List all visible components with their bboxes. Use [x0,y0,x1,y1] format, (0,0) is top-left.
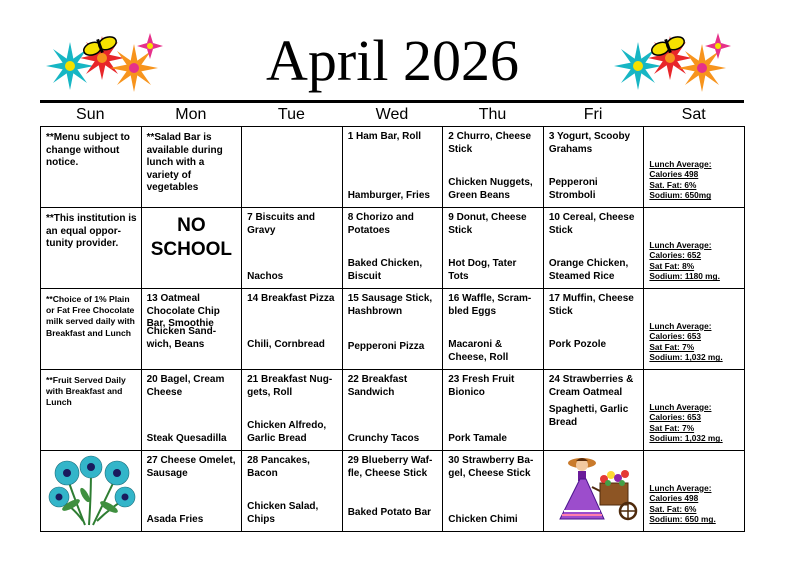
day-1-breakfast: 1 Ham Bar, Roll [347,131,422,142]
lunch-average-calories: Calories 498 [649,493,699,504]
day-17-lunch: Pork Pozole [548,338,607,350]
day-23-lunch: Pork Tamale [448,432,507,444]
dow-wed: Wed [375,106,409,123]
day-2-breakfast: 2 Churro, Cheese Stick [448,131,532,155]
lunch-average-sodium: Sodium: 650 mg. [649,514,716,525]
lunch-average-sat-fat: Sat Fat: 7% [649,341,695,352]
day-27-lunch: Asada Fries [146,513,204,525]
day-28-lunch: Chicken Salad, Chips [247,501,319,525]
header-rule [40,100,744,103]
day-28-breakfast: 28 Pancakes, Bacon [247,455,310,479]
day-8-lunch: Baked Chicken, Biscuit [347,258,423,282]
day-21-lunch: Chicken Alfredo, Garlic Bread [247,420,327,444]
dow-fri: Fri [583,106,603,123]
header-flowers-right-icon [612,32,734,96]
day-17-breakfast: 17 Muffin, Cheese Stick [548,293,634,317]
lunch-average-heading: Lunch Average: [649,158,712,169]
day-10-lunch: Orange Chicken, Steamed Rice [548,258,629,282]
day-8-breakfast: 8 Chorizo and Potatoes [347,212,414,236]
day-13-breakfast: 13 Oatmeal Chocolate Chip Bar, Smoothie [146,293,220,329]
day-21-breakfast: 21 Breakfast Nug-gets, Roll [247,374,333,398]
day-21-cell [242,370,343,451]
week4-sun-cell [41,370,142,451]
page-title: April 2026 [266,28,519,93]
week5-fri-cell [544,451,645,532]
day-27-cell [142,451,243,532]
day-7-lunch: Nachos [247,270,284,282]
day-8-cell [343,208,444,289]
dow-thu: Thu [478,106,507,123]
week3-sun-cell [41,289,142,370]
day-16-breakfast: 16 Waffle, Scram-bled Eggs [448,293,532,317]
calendar-grid [40,126,745,532]
lunch-average-sat-fat: Sat Fat: 8% [649,260,695,271]
week5-sun-cell [41,451,142,532]
day-17-cell [544,289,645,370]
week1-sun-cell [41,127,142,208]
day-28-cell [242,451,343,532]
lunch-average-heading: Lunch Average: [649,401,712,412]
menu-notice: **Menu subject to change without notice. [46,132,130,168]
day-6-cell [142,208,243,289]
day-20-cell [142,370,243,451]
girl-flower-cart-icon [548,453,640,532]
day-22-lunch: Crunchy Tacos [347,432,420,444]
day-14-cell [242,289,343,370]
day-1-lunch: Hamburger, Fries [347,189,430,201]
days-of-week-header [40,104,744,126]
day-23-breakfast: 23 Fresh Fruit Bionico [448,374,515,398]
day-22-breakfast: 22 Breakfast Sandwich [347,374,408,398]
dow-mon: Mon [175,106,207,123]
day-20-breakfast: 20 Bagel, Cream Cheese [146,374,225,398]
lunch-average-sodium: Sodium: 1,032 mg. [649,433,723,444]
lunch-average-calories: Calories 498 [649,169,699,180]
week2-lunch-average [644,208,745,289]
week1-lunch-average [644,127,745,208]
day-3-breakfast: 3 Yogurt, Scooby Grahams [548,131,631,155]
day-15-breakfast: 15 Sausage Stick, Hashbrown [347,293,433,317]
day-27-breakfast: 27 Cheese Omelet, Sausage [146,455,236,479]
week1-mon-cell [142,127,243,208]
day-22-cell [343,370,444,451]
lunch-average-heading: Lunch Average: [649,239,712,250]
day-24-cell [544,370,645,451]
day-15-cell [343,289,444,370]
day-24-breakfast: 24 Strawberries & Cream Oatmeal [548,374,634,398]
milk-choice-notice: **Choice of 1% Plain or Fat Free Chocolate milk served daily with Breakfast and Lunch [46,294,135,338]
day-3-cell [544,127,645,208]
week1-tue-cell [242,127,343,208]
dow-tue: Tue [277,106,305,123]
day-23-cell [443,370,544,451]
day-29-breakfast: 29 Blueberry Waf-fle, Cheese Stick [347,455,433,479]
day-1-cell [343,127,444,208]
lunch-average-sat-fat: Sat Fat: 7% [649,422,695,433]
lunch-average-calories: Calories: 653 [649,412,702,423]
day-30-cell [443,451,544,532]
day-2-cell [443,127,544,208]
dow-sun: Sun [76,106,105,123]
lunch-average-calories: Calories: 653 [649,331,702,342]
lunch-average-sat-fat: Sat. Fat: 6% [649,179,697,190]
week2-sun-cell [41,208,142,289]
week4-lunch-average [644,370,745,451]
day-16-lunch: Macaroni & Cheese, Roll [448,339,509,363]
day-30-lunch: Chicken Chimi [448,513,518,525]
day-9-breakfast: 9 Donut, Cheese Stick [448,212,527,236]
equal-opportunity-notice: **This institution is an equal oppor-tunity provider. [46,213,137,249]
day-14-breakfast: 14 Breakfast Pizza [247,293,335,304]
day-16-cell [443,289,544,370]
lunch-average-sodium: Sodium: 650mg [649,190,712,201]
lunch-average-calories: Calories: 652 [649,250,702,261]
day-10-cell [544,208,645,289]
lunch-average-sat-fat: Sat. Fat: 6% [649,503,697,514]
day-13-lunch: Chicken Sand-wich, Beans [146,326,217,350]
day-3-lunch: Pepperoni Stromboli [548,177,598,201]
day-7-cell [242,208,343,289]
day-13-cell [142,289,243,370]
fruit-served-notice: **Fruit Served Daily with Breakfast and Lunch [46,375,126,408]
day-9-lunch: Hot Dog, Tater Tots [448,258,517,282]
day-9-cell [443,208,544,289]
week5-lunch-average [644,451,745,532]
day-30-breakfast: 30 Strawberry Ba-gel, Cheese Stick [448,455,534,479]
week3-lunch-average [644,289,745,370]
blue-flowers-icon [45,455,137,532]
day-24-lunch: Spaghetti, Garlic Bread [548,404,629,428]
day-29-cell [343,451,444,532]
day-15-lunch: Pepperoni Pizza [347,340,425,352]
lunch-average-sodium: Sodium: 1,032 mg. [649,352,723,363]
day-10-breakfast: 10 Cereal, Cheese Stick [548,212,635,236]
salad-bar-notice: **Salad Bar is available during lunch with a variety of vegetables [146,132,223,193]
dow-sat: Sat [681,106,706,123]
day-20-lunch: Steak Quesadilla [146,432,227,444]
day-7-breakfast: 7 Biscuits and Gravy [247,212,315,236]
lunch-average-sodium: Sodium: 1180 mg. [649,271,720,282]
day-2-lunch: Chicken Nuggets, Green Beans [448,177,533,201]
day-29-lunch: Baked Potato Bar [347,506,432,518]
lunch-average-heading: Lunch Average: [649,482,712,493]
no-school-label: NO SCHOOL [150,215,232,260]
day-14-lunch: Chili, Cornbread [247,338,325,350]
lunch-average-heading: Lunch Average: [649,320,712,331]
